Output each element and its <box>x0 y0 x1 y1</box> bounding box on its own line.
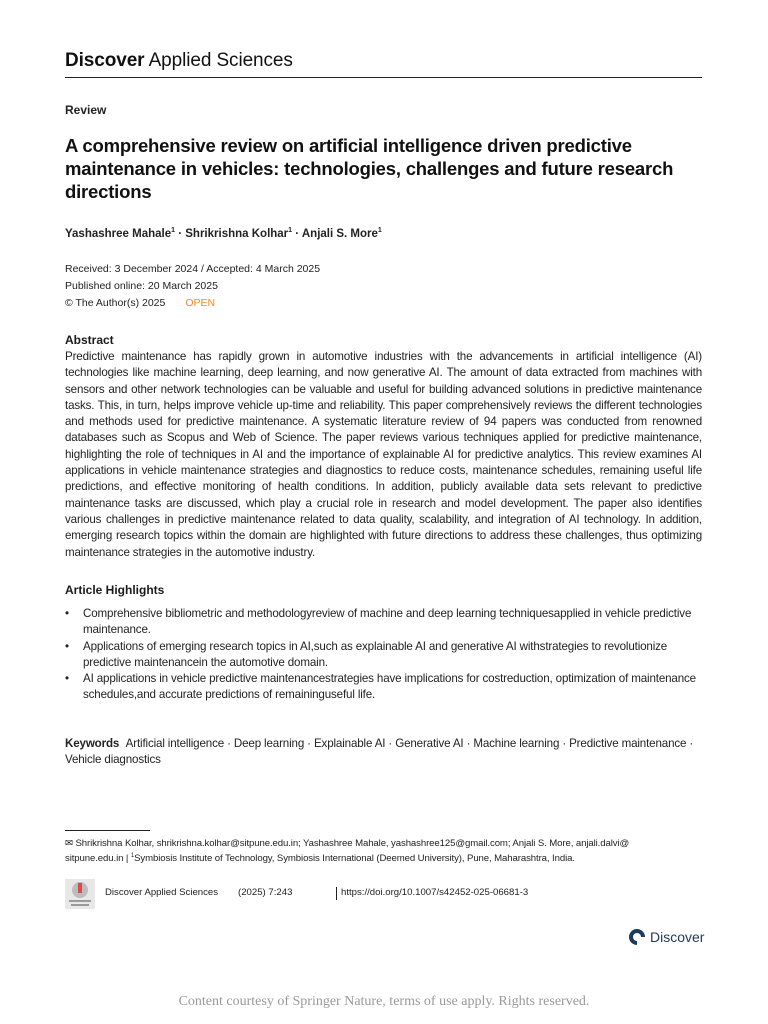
journal-name-bold: Discover <box>65 50 145 71</box>
author-list <box>65 227 382 240</box>
affiliation-text: Symbiosis Institute of Technology, Symbiosis International (Deemed University), Pune, Maharashtra, India. <box>134 853 575 865</box>
highlight-text: Comprehensive bibliometric and methodologyreview of machine and deep learning techniquesapplied in vehicle predictive maintenance. <box>83 607 692 637</box>
footnote-email-tail: sitpune.edu.in | <box>65 853 131 865</box>
author-name[interactable]: Yashashree Mahale <box>65 227 172 240</box>
open-access-badge[interactable]: OPEN <box>185 297 216 309</box>
affiliation-marker: 1 <box>130 853 135 859</box>
corresponding-author-footnote <box>65 837 705 865</box>
affiliation-marker: 1 <box>377 227 382 234</box>
highlight-item <box>65 606 702 639</box>
keywords-text: Artificial intelligence · Deep learning · Explainable AI · Generative AI · Machine learning · Predictive maintenance · Vehicle diagnostics <box>65 737 694 767</box>
courtesy-notice: Content courtesy of Springer Nature, terms of use apply. Rights reserved. <box>178 994 590 1009</box>
highlight-text: Applications of emerging research topics in AI,such as explainable AI and generative AI withstrategies to revolutionize predictive maintenancein the automotive domain. <box>83 639 668 669</box>
keywords <box>65 736 702 769</box>
bullet-icon: • <box>65 672 69 686</box>
highlight-text: AI applications in vehicle predictive maintenancestrategies have implications for costreduction, optimization of maintenance schedules,and accurate predictions of remaininguseful life. <box>83 672 696 702</box>
article-title: A comprehensive review on artificial intelligence driven predictive maintenance in vehicles: technologies, challenges and future research directions <box>65 135 674 202</box>
footer-journal: Discover Applied Sciences <box>105 887 219 898</box>
received-accepted-dates: Received: 3 December 2024 / Accepted: 4 March 2025 <box>65 263 321 275</box>
author-separator: · <box>292 227 302 240</box>
abstract-text: Predictive maintenance has rapidly grown in automotive industries with the advancements in artificial intelligence (AI) technologies like machine learning, deep learning, and now generative AI. The amount of data extracted from machines with sensors and other network technologies can be valuable and useful for building advanced solutions in predictive maintenance tasks. This, in turn, helps improve vehicle up-time and reliability. This paper comprehensively reviews the different technologies and methods used for predictive maintenance. A systematic literature review of 94 papers was conducted from renowned databases such as Scopus and Web of Science. The paper reviews various techniques applied for predictive maintenance, highlighting the role of techniques in AI and the importance of explainable AI for predictive analytics. This review examines AI applications in vehicle maintenance strategies and diagnostics to reduce costs, maintenance schedules, remaining useful life predictions, and effective monitoring of health conditions. In addition, publicly available data sets relevant to predictive maintenance tasks are discussed, which play a crucial role in research and model development. The paper also identifies various challenges in predictive maintenance related to data quality, scalability, and integration of AI technology. In addition, emerging research topics within the domain are highlighted with future directions to address these challenges, thus optimizing maintenance strategies in the automotive industry. <box>65 350 702 559</box>
journal-name <box>65 50 293 72</box>
bullet-icon: • <box>65 639 69 653</box>
footnote-rule <box>65 830 150 831</box>
article-type: Review <box>65 103 107 117</box>
highlights-heading: Article Highlights <box>65 583 165 597</box>
discover-logo-icon <box>628 928 646 946</box>
copyright-text: © The Author(s) 2025 <box>65 297 166 309</box>
author-name[interactable]: Shrikrishna Kolhar <box>185 227 289 240</box>
author-separator: · <box>175 227 186 240</box>
journal-name-rest: Applied Sciences <box>148 50 293 71</box>
footnote-line-2 <box>65 850 705 865</box>
copyright-line <box>65 297 215 309</box>
footer-volume: (2025) 7:243 <box>238 887 293 898</box>
publisher-logo[interactable] <box>628 928 704 946</box>
highlight-item <box>65 639 702 672</box>
header-rule <box>65 77 702 78</box>
highlights-list <box>65 606 702 704</box>
check-for-updates-icon[interactable] <box>65 879 95 909</box>
abstract-heading: Abstract <box>65 333 114 347</box>
footnote-line-1: ✉ Shrikrishna Kolhar, shrikrishna.kolhar@sitpune.edu.in; Yashashree Mahale, yashashree125@gmail.com; Anjali S. More, anjali.dalvi@ <box>65 838 630 849</box>
keywords-heading: Keywords <box>65 737 120 750</box>
published-date: Published online: 20 March 2025 <box>65 280 218 292</box>
affiliation-marker: 1 <box>288 227 293 234</box>
affiliation-marker: 1 <box>171 227 176 234</box>
highlight-item <box>65 671 702 704</box>
doi-link[interactable]: https://doi.org/10.1007/s42452-025-06681-3 <box>341 887 529 898</box>
bullet-icon: • <box>65 607 69 620</box>
footer-separator <box>336 887 337 900</box>
publisher-logo-text: Discover <box>650 929 705 945</box>
author-name[interactable]: Anjali S. More <box>301 227 378 240</box>
